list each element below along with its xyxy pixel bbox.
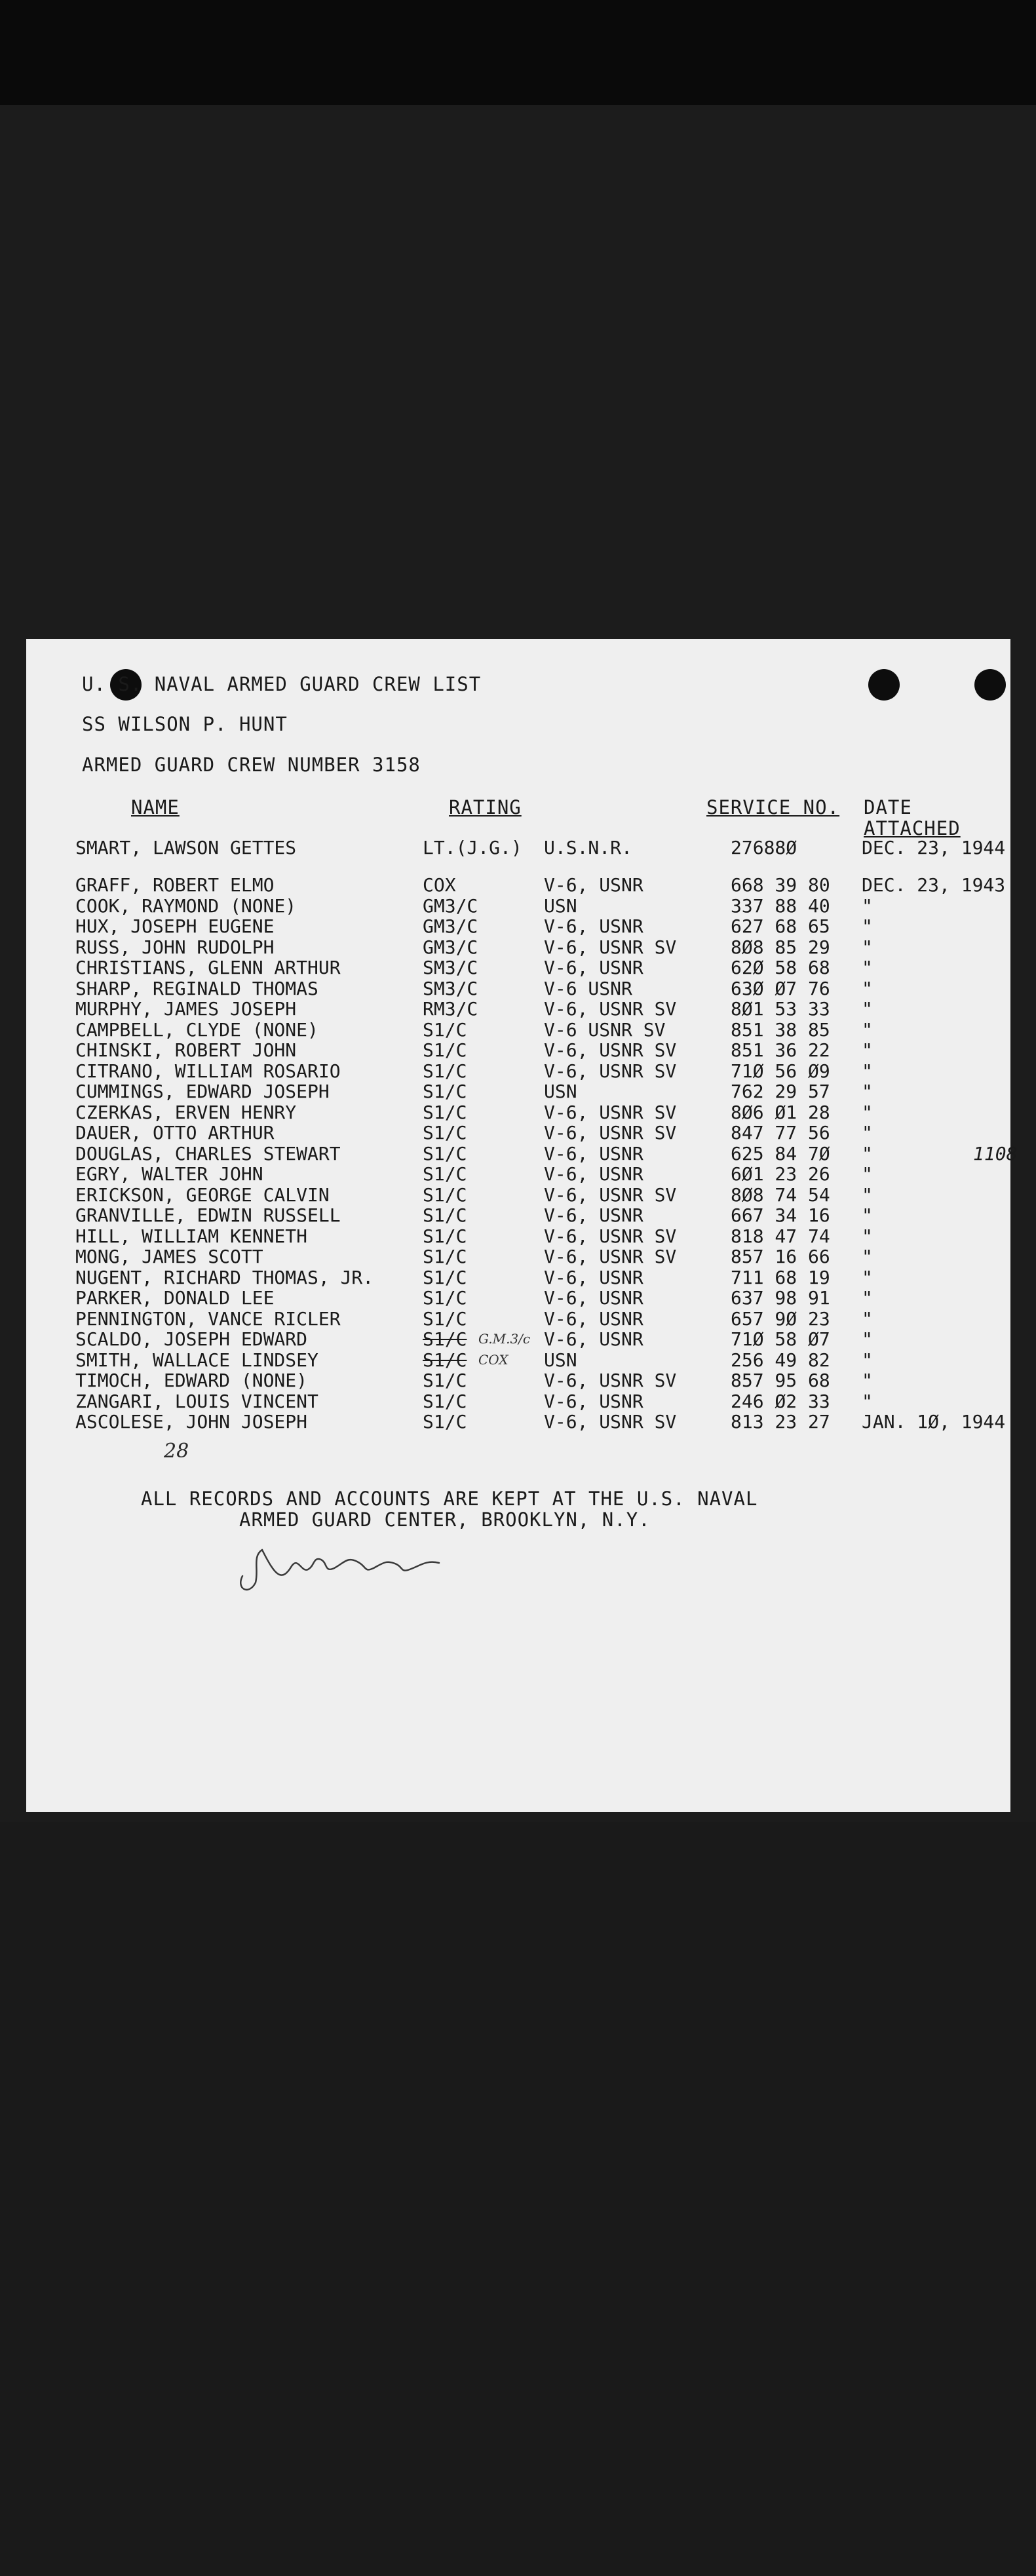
document-header: U. S. NAVAL ARMED GUARD CREW LIST: [82, 673, 482, 695]
crew-date-attached: ": [862, 1018, 873, 1041]
crew-service: V-6, USNR SV: [544, 1039, 677, 1061]
crew-date-attached: DEC. 23, 1943: [862, 874, 1006, 896]
crew-rating: S1/C: [423, 1225, 467, 1247]
crew-service-number: 6Ø1 23 26: [731, 1163, 830, 1185]
crew-date-attached: ": [862, 957, 873, 978]
crew-name: GRANVILLE, EDWIN RUSSELL: [75, 1204, 341, 1226]
crew-row: [75, 1081, 1006, 1102]
crew-date-attached: ": [862, 1349, 873, 1371]
handwritten-rating-correction: G.M.3/c: [478, 1331, 531, 1347]
crew-service: V-6, USNR SV: [544, 1060, 677, 1082]
punch-hole: [974, 669, 1006, 701]
crew-row: [75, 937, 1006, 958]
crew-date-attached: ": [862, 915, 873, 937]
officer-name: SMART, LAWSON GETTES: [75, 837, 297, 858]
column-header-name: NAME: [131, 796, 180, 818]
crew-rating: S1/C: [423, 1060, 467, 1082]
crew-service: V-6 USNR SV: [544, 1018, 666, 1041]
crew-rating: RM3/C: [423, 998, 478, 1020]
crew-rating: GM3/C: [423, 915, 478, 937]
crew-name: CAMPBELL, CLYDE (NONE): [75, 1018, 318, 1041]
crew-date-attached: ": [862, 977, 873, 999]
crew-date-attached: ": [862, 998, 873, 1020]
crew-service-number: 337 88 40: [731, 894, 830, 917]
crew-row: [75, 1267, 1006, 1288]
crew-date-attached: ": [862, 1307, 873, 1330]
crew-row: [75, 896, 1006, 917]
crew-rating: GM3/C: [423, 936, 478, 958]
crew-name: HUX, JOSEPH EUGENE: [75, 915, 275, 937]
crew-name: CZERKAS, ERVEN HENRY: [75, 1101, 297, 1123]
crew-row: [75, 1391, 1006, 1412]
crew-rating: S1/C: [423, 1142, 467, 1164]
crew-row: [75, 957, 1006, 978]
crew-name: RUSS, JOHN RUDOLPH: [75, 936, 275, 958]
crew-date-attached: ": [862, 1204, 873, 1226]
crew-row: [75, 1288, 1006, 1309]
crew-date-attached: ": [862, 1060, 873, 1082]
crew-service-number: 8Ø6 Ø1 28: [731, 1101, 830, 1123]
crew-row: [75, 1226, 1006, 1247]
crew-service: V-6, USNR: [544, 1266, 643, 1288]
crew-service: V-6, USNR: [544, 874, 643, 896]
crew-date-attached: ": [862, 1390, 873, 1412]
crew-date-attached: ": [862, 936, 873, 958]
column-header-rating: RATING: [449, 796, 522, 818]
crew-service: V-6, USNR: [544, 957, 643, 978]
crew-service: V-6, USNR: [544, 1204, 643, 1226]
crew-date-attached: ": [862, 1183, 873, 1206]
crew-rating: S1/C: [423, 1328, 467, 1350]
crew-name: MURPHY, JAMES JOSEPH: [75, 998, 297, 1020]
crew-service-number: 851 36 22: [731, 1039, 830, 1061]
crew-rating: S1/C: [423, 1266, 467, 1288]
crew-service-number: 8Ø1 53 33: [731, 998, 830, 1020]
crew-service-number: 71Ø 56 Ø9: [731, 1060, 830, 1082]
crew-row: [75, 978, 1006, 999]
crew-name: ASCOLESE, JOHN JOSEPH: [75, 1411, 308, 1432]
crew-rating: S1/C: [423, 1101, 467, 1123]
crew-service: V-6, USNR SV: [544, 936, 677, 958]
crew-name: COOK, RAYMOND (NONE): [75, 894, 297, 917]
crew-row: [75, 1061, 1006, 1082]
crew-name: GRAFF, ROBERT ELMO: [75, 874, 275, 896]
crew-date-attached: ": [862, 1328, 873, 1350]
crew-service-number: 256 49 82: [731, 1349, 830, 1371]
crew-service: V-6, USNR SV: [544, 1122, 677, 1144]
crew-service-number: 627 68 65: [731, 915, 830, 937]
crew-number: ARMED GUARD CREW NUMBER 3158: [82, 754, 421, 776]
crew-service-number: 857 95 68: [731, 1370, 830, 1391]
crew-name: ZANGARI, LOUIS VINCENT: [75, 1390, 318, 1412]
column-header-attached: ATTACHED: [864, 817, 961, 839]
crew-service: V-6, USNR: [544, 1328, 643, 1350]
crew-row: [75, 916, 1006, 937]
crew-rating: S1/C: [423, 1081, 467, 1102]
crew-service-number: 818 47 74: [731, 1225, 830, 1247]
film-border-bottom: [0, 1822, 1036, 2576]
crew-service-number: 637 98 91: [731, 1287, 830, 1309]
crew-row: [75, 1309, 1006, 1330]
crew-service-number: 657 9Ø 23: [731, 1307, 830, 1330]
crew-rating: S1/C: [423, 1204, 467, 1226]
crew-name: TIMOCH, EDWARD (NONE): [75, 1370, 308, 1391]
crew-date-attached: ": [862, 1163, 873, 1185]
column-header-service-no: SERVICE NO.: [706, 796, 840, 818]
crew-row: [75, 1205, 1006, 1226]
crew-service-number: 8Ø8 85 29: [731, 936, 830, 958]
handwritten-count: 28: [164, 1440, 189, 1463]
crew-row: [75, 999, 1006, 1020]
crew-name: ERICKSON, GEORGE CALVIN: [75, 1183, 330, 1206]
crew-table: [75, 874, 1018, 1432]
crew-name: CHRISTIANS, GLENN ARTHUR: [75, 957, 341, 978]
crew-row: [75, 1185, 1006, 1206]
crew-name: PENNINGTON, VANCE RICLER: [75, 1307, 341, 1330]
crew-service: V-6, USNR SV: [544, 998, 677, 1020]
film-border-top: [0, 0, 1036, 105]
crew-service: V-6, USNR: [544, 915, 643, 937]
crew-row: [75, 1123, 1006, 1144]
crew-name: CUMMINGS, EDWARD JOSEPH: [75, 1081, 330, 1102]
crew-rating: S1/C: [423, 1390, 467, 1412]
crew-service: V-6, USNR SV: [544, 1370, 677, 1391]
crew-rating: SM3/C: [423, 977, 478, 999]
crew-service-number: 667 34 16: [731, 1204, 830, 1226]
crew-date-attached: ": [862, 1266, 873, 1288]
crew-name: SHARP, REGINALD THOMAS: [75, 977, 318, 999]
crew-date-attached: ": [862, 894, 873, 917]
crew-service: V-6, USNR SV: [544, 1246, 677, 1267]
crew-service: USN: [544, 1081, 577, 1102]
crew-rating: SM3/C: [423, 957, 478, 978]
footer-line-1: ALL RECORDS AND ACCOUNTS ARE KEPT AT THE U.S. NAVAL: [141, 1488, 758, 1510]
crew-date-attached: ": [862, 1122, 873, 1144]
column-header-date: DATE: [864, 796, 912, 818]
crew-service-number: 711 68 19: [731, 1266, 830, 1288]
crew-row: [75, 1350, 1006, 1371]
crew-row: [75, 1040, 1006, 1061]
crew-date-attached: ": [862, 1246, 873, 1267]
crew-date-attached: ": [862, 1370, 873, 1391]
crew-rating: S1/C: [423, 1039, 467, 1061]
crew-service-number: 857 16 66: [731, 1246, 830, 1267]
crew-row: [75, 1102, 1006, 1123]
crew-name: HILL, WILLIAM KENNETH: [75, 1225, 308, 1247]
crew-name: CITRANO, WILLIAM ROSARIO: [75, 1060, 341, 1082]
crew-service-number: 762 29 57: [731, 1081, 830, 1102]
crew-service-number: 847 77 56: [731, 1122, 830, 1144]
crew-name: DOUGLAS, CHARLES STEWART: [75, 1142, 341, 1164]
crew-rating: COX: [423, 874, 456, 896]
crew-row: [75, 1164, 1006, 1185]
crew-service: V-6, USNR SV: [544, 1225, 677, 1247]
crew-service: V-6, USNR: [544, 1287, 643, 1309]
crew-rating: S1/C: [423, 1287, 467, 1309]
handwritten-rating-correction: COX: [478, 1351, 508, 1368]
crew-service: V-6 USNR: [544, 977, 632, 999]
crew-row: [75, 1412, 1006, 1432]
crew-date-attached: ": [862, 1081, 873, 1102]
handwritten-note: 1108: [973, 1142, 1018, 1164]
officer-row: [75, 837, 1006, 858]
crew-service-number: 668 39 80: [731, 874, 830, 896]
punch-hole: [868, 669, 900, 701]
crew-service: V-6, USNR SV: [544, 1183, 677, 1206]
crew-row: [75, 1142, 1018, 1164]
officer-service: U.S.N.R.: [544, 837, 632, 858]
crew-rating: S1/C: [423, 1122, 467, 1144]
crew-name: SMITH, WALLACE LINDSEY: [75, 1349, 318, 1371]
crew-service: USN: [544, 894, 577, 917]
crew-row: [75, 1329, 1006, 1350]
crew-date-attached: ": [862, 1039, 873, 1061]
crew-name: CHINSKI, ROBERT JOHN: [75, 1039, 297, 1061]
crew-rating: S1/C: [423, 1246, 467, 1267]
crew-date-attached: ": [862, 1225, 873, 1247]
crew-service-number: 246 Ø2 33: [731, 1390, 830, 1412]
crew-name: SCALDO, JOSEPH EDWARD: [75, 1328, 308, 1350]
crew-service: V-6, USNR: [544, 1163, 643, 1185]
crew-service: V-6, USNR: [544, 1142, 643, 1164]
crew-service-number: 813 23 27: [731, 1411, 830, 1432]
crew-name: PARKER, DONALD LEE: [75, 1287, 275, 1309]
crew-row: [75, 1246, 1006, 1267]
crew-date-attached: ": [862, 1287, 873, 1309]
crew-service-number: 8Ø8 74 54: [731, 1183, 830, 1206]
crew-service: V-6, USNR SV: [544, 1411, 677, 1432]
crew-rating: S1/C: [423, 1370, 467, 1391]
crew-name: NUGENT, RICHARD THOMAS, JR.: [75, 1266, 374, 1288]
crew-date-attached: ": [862, 1142, 873, 1164]
crew-service: USN: [544, 1349, 577, 1371]
officer-number: 27688Ø: [731, 837, 797, 858]
crew-date-attached: ": [862, 1101, 873, 1123]
footer-line-2: ARMED GUARD CENTER, BROOKLYN, N.Y.: [239, 1509, 651, 1531]
crew-row: [75, 1020, 1006, 1041]
crew-service-number: 71Ø 58 Ø7: [731, 1328, 830, 1350]
crew-name: EGRY, WALTER JOHN: [75, 1163, 263, 1185]
crew-rating: GM3/C: [423, 894, 478, 917]
crew-service-number: 625 84 7Ø: [731, 1142, 830, 1164]
crew-rating: S1/C: [423, 1411, 467, 1432]
officer-rating: LT.(J.G.): [423, 837, 522, 858]
crew-name: MONG, JAMES SCOTT: [75, 1246, 263, 1267]
crew-rating: S1/C: [423, 1018, 467, 1041]
officer-attached: DEC. 23, 1944: [862, 837, 1006, 858]
crew-service: V-6, USNR: [544, 1390, 643, 1412]
crew-row: [75, 1370, 1006, 1391]
crew-service: V-6, USNR SV: [544, 1101, 677, 1123]
crew-name: DAUER, OTTO ARTHUR: [75, 1122, 275, 1144]
crew-service: V-6, USNR: [544, 1307, 643, 1330]
crew-rating: S1/C: [423, 1349, 467, 1371]
crew-service-number: 62Ø 58 68: [731, 957, 830, 978]
handwritten-signature: [229, 1537, 465, 1596]
crew-service-number: 63Ø Ø7 76: [731, 977, 830, 999]
crew-list-page: [26, 639, 1018, 1812]
crew-date-attached: JAN. 1Ø, 1944: [862, 1411, 1006, 1432]
crew-service-number: 851 38 85: [731, 1018, 830, 1041]
crew-row: [75, 875, 1006, 896]
crew-rating: S1/C: [423, 1163, 467, 1185]
crew-rating: S1/C: [423, 1183, 467, 1206]
ship-name: SS WILSON P. HUNT: [82, 713, 288, 735]
crew-rating: S1/C: [423, 1307, 467, 1330]
